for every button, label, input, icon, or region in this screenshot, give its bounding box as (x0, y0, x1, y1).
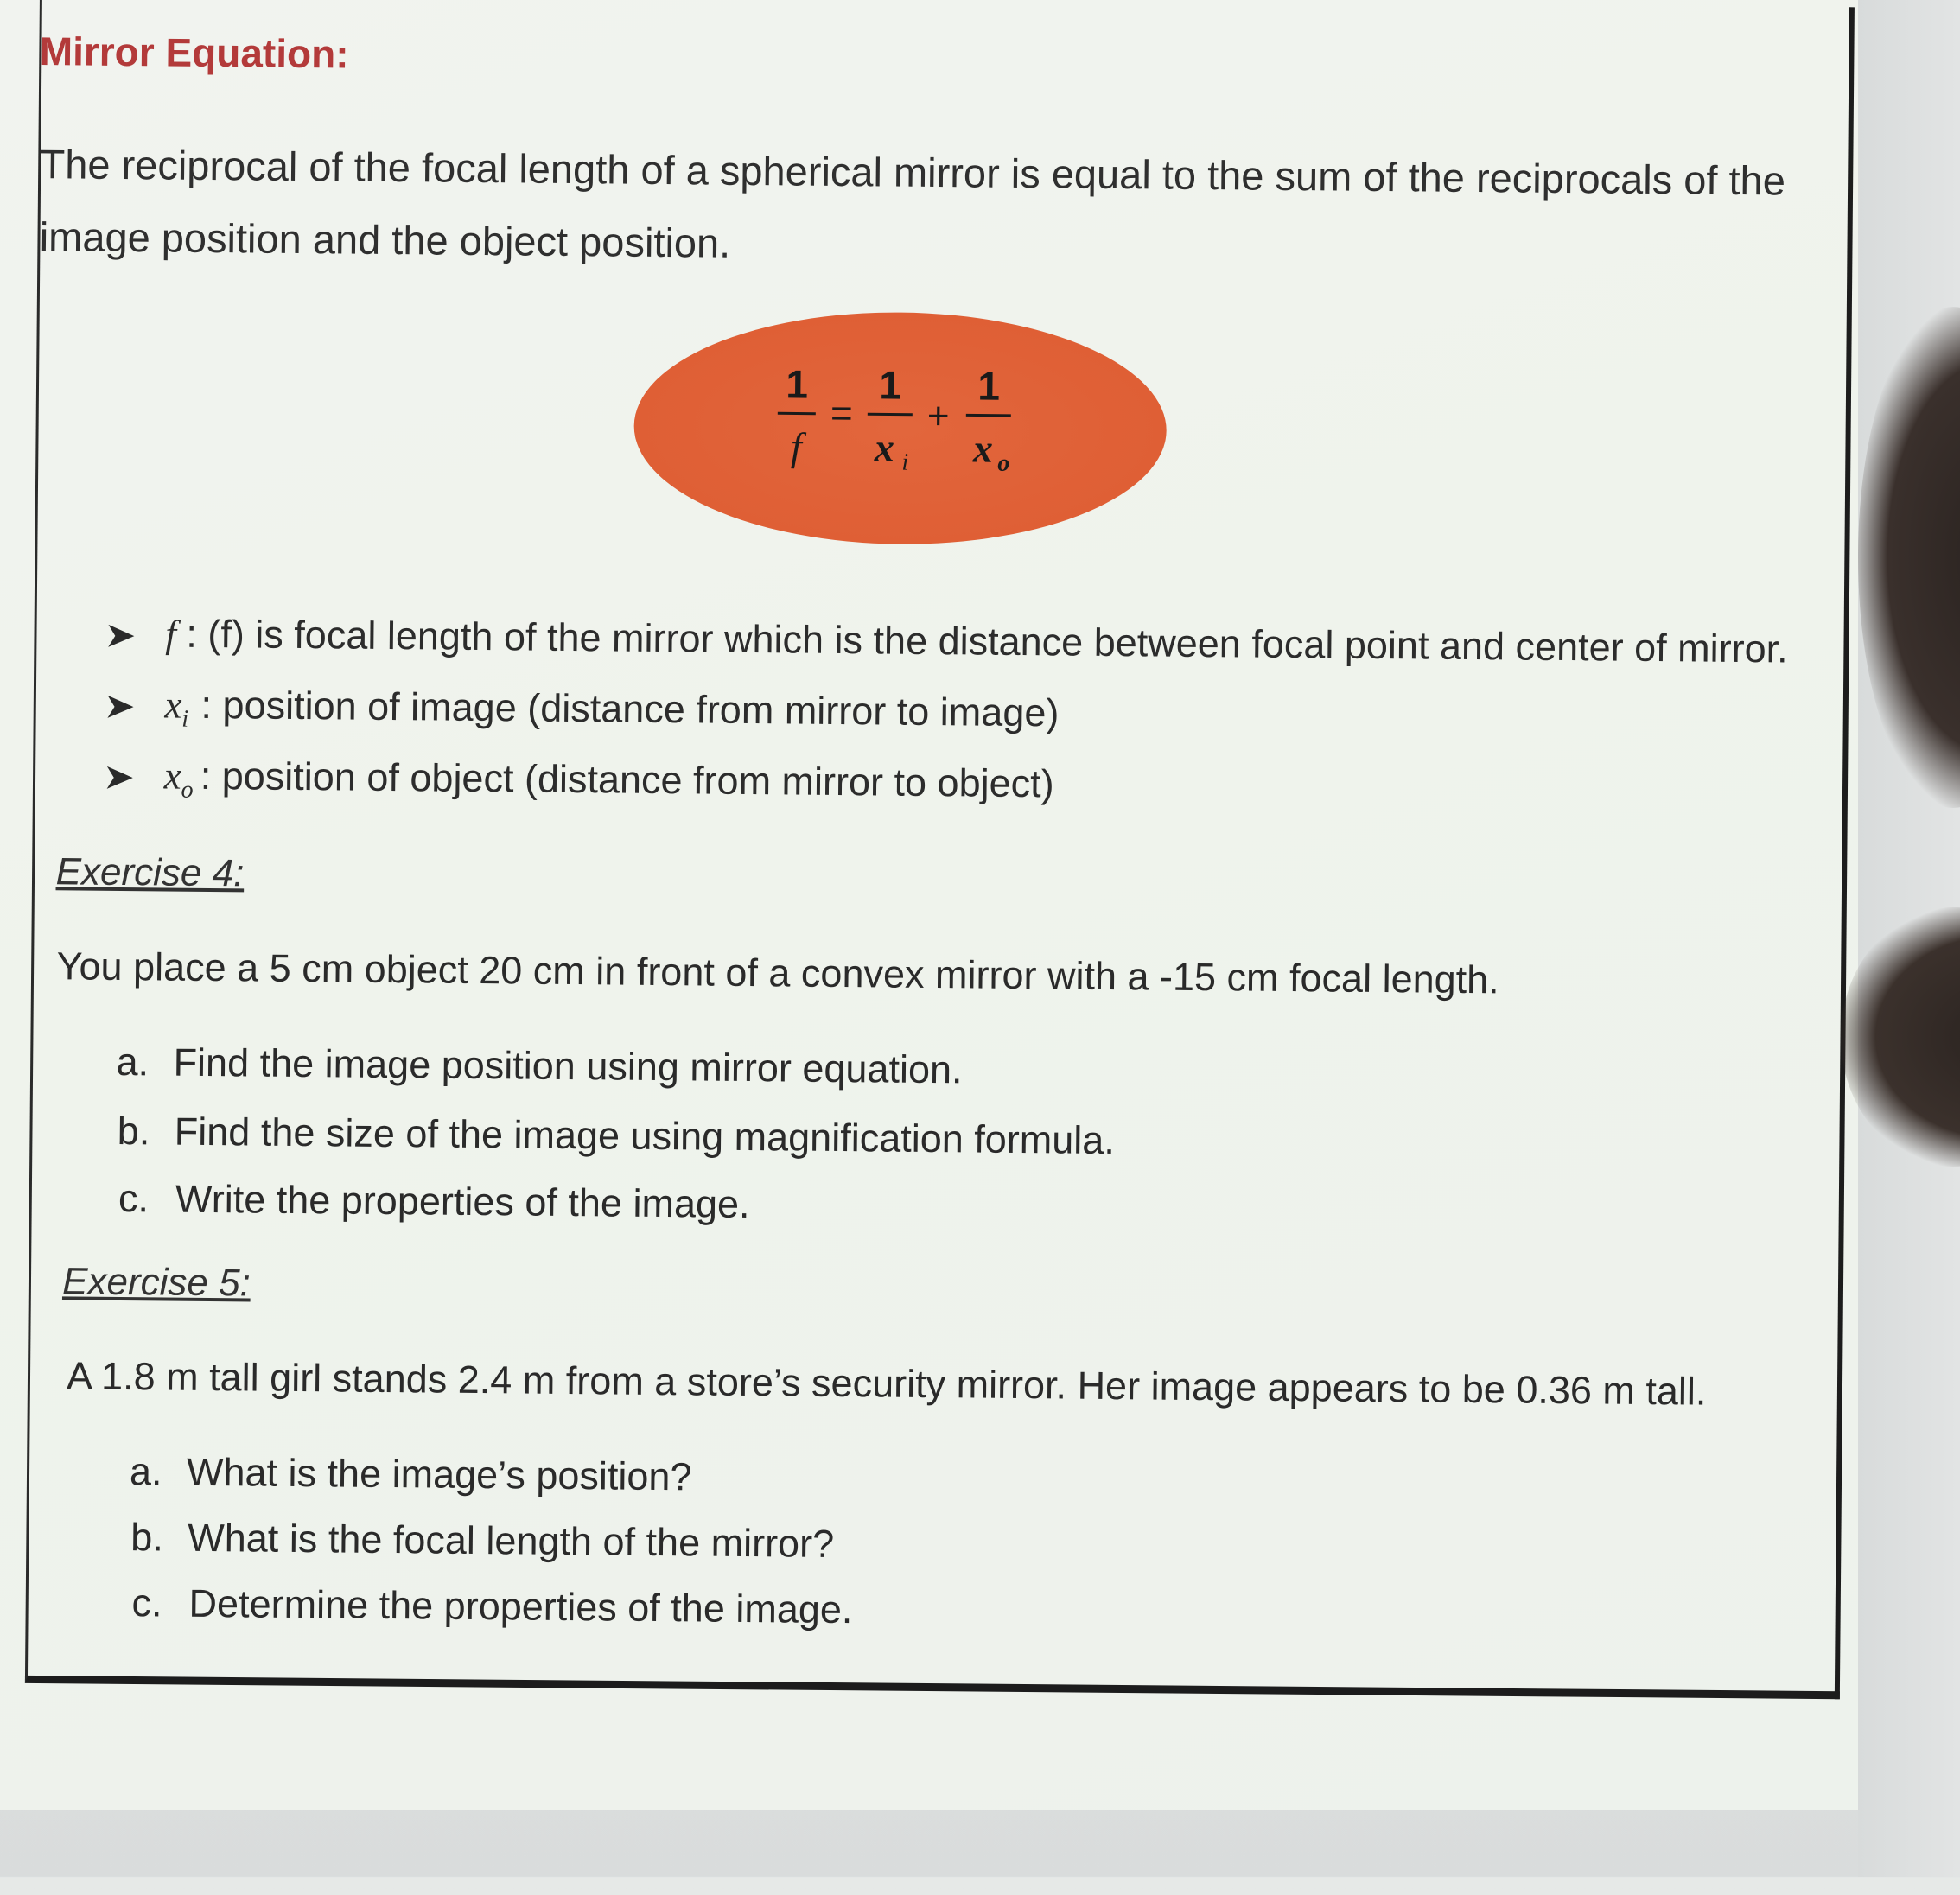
plus-sign: + (927, 395, 950, 437)
denominator-xo: x (972, 426, 993, 470)
exercise-5-item-a: a. What is the image’s position? (130, 1449, 692, 1499)
numerator-xi: 1 (879, 362, 901, 407)
formula-oval (633, 310, 1168, 547)
exercise-4-heading: Exercise 4: (55, 850, 244, 895)
mirror-equation (633, 310, 1168, 547)
arrowhead-bullet-icon (106, 623, 136, 649)
denominator-xi-subscript: i (901, 449, 908, 476)
arrowhead-bullet-icon (105, 694, 135, 720)
definition-symbol: $x_i$ (164, 682, 188, 733)
definition-symbol: $x_o$ (163, 753, 194, 804)
definition-text: : (f) is focal length of the mirror which is the distance between focal point and center of mirror. (186, 612, 1788, 672)
numerator-f: 1 (786, 361, 808, 406)
exercise-5-item-b: b. What is the focal length of the mirror? (130, 1515, 834, 1567)
exercise-5-item-c: c. Determine the properties of the image. (131, 1580, 852, 1632)
arrowhead-bullet-icon (105, 765, 135, 791)
exercise-4-item-a: a. Find the image position using mirror equation. (116, 1040, 962, 1092)
exercise-4-item-b: b. Find the size of the image using magnification formula. (118, 1109, 1116, 1163)
section-title: Mirror Equation: (40, 28, 349, 77)
exercise-5-heading: Exercise 5: (62, 1260, 251, 1305)
exercise-4-item-c: c. Write the properties of the image. (118, 1176, 750, 1227)
numerator-xo: 1 (977, 363, 1000, 408)
definition-item (106, 611, 107, 682)
definition-item (105, 682, 106, 753)
equals-sign: = (830, 392, 853, 435)
exercise-4-problem: You place a 5 cm object 20 cm in front of a convex mirror with a -15 cm focal length. (56, 944, 1499, 1002)
denominator-f: f (791, 424, 807, 468)
definition-symbol: f (165, 611, 176, 662)
intro-paragraph: The reciprocal of the focal length of a spherical mirror is equal to the sum of the reciprocals of the image position and the object position. (39, 128, 1812, 290)
denominator-xi: x (874, 425, 894, 469)
definition-text: : position of image (distance from mirror to image) (200, 683, 1059, 736)
exercise-5-problem: A 1.8 m tall girl stands 2.4 m from a store’s security mirror. Her image appears to be 0.36 m tall. (67, 1353, 1707, 1414)
denominator-xo-subscript: o (997, 450, 1009, 477)
definition-list (105, 611, 106, 823)
definition-text: : position of object (distance from mirror to object) (200, 754, 1054, 806)
